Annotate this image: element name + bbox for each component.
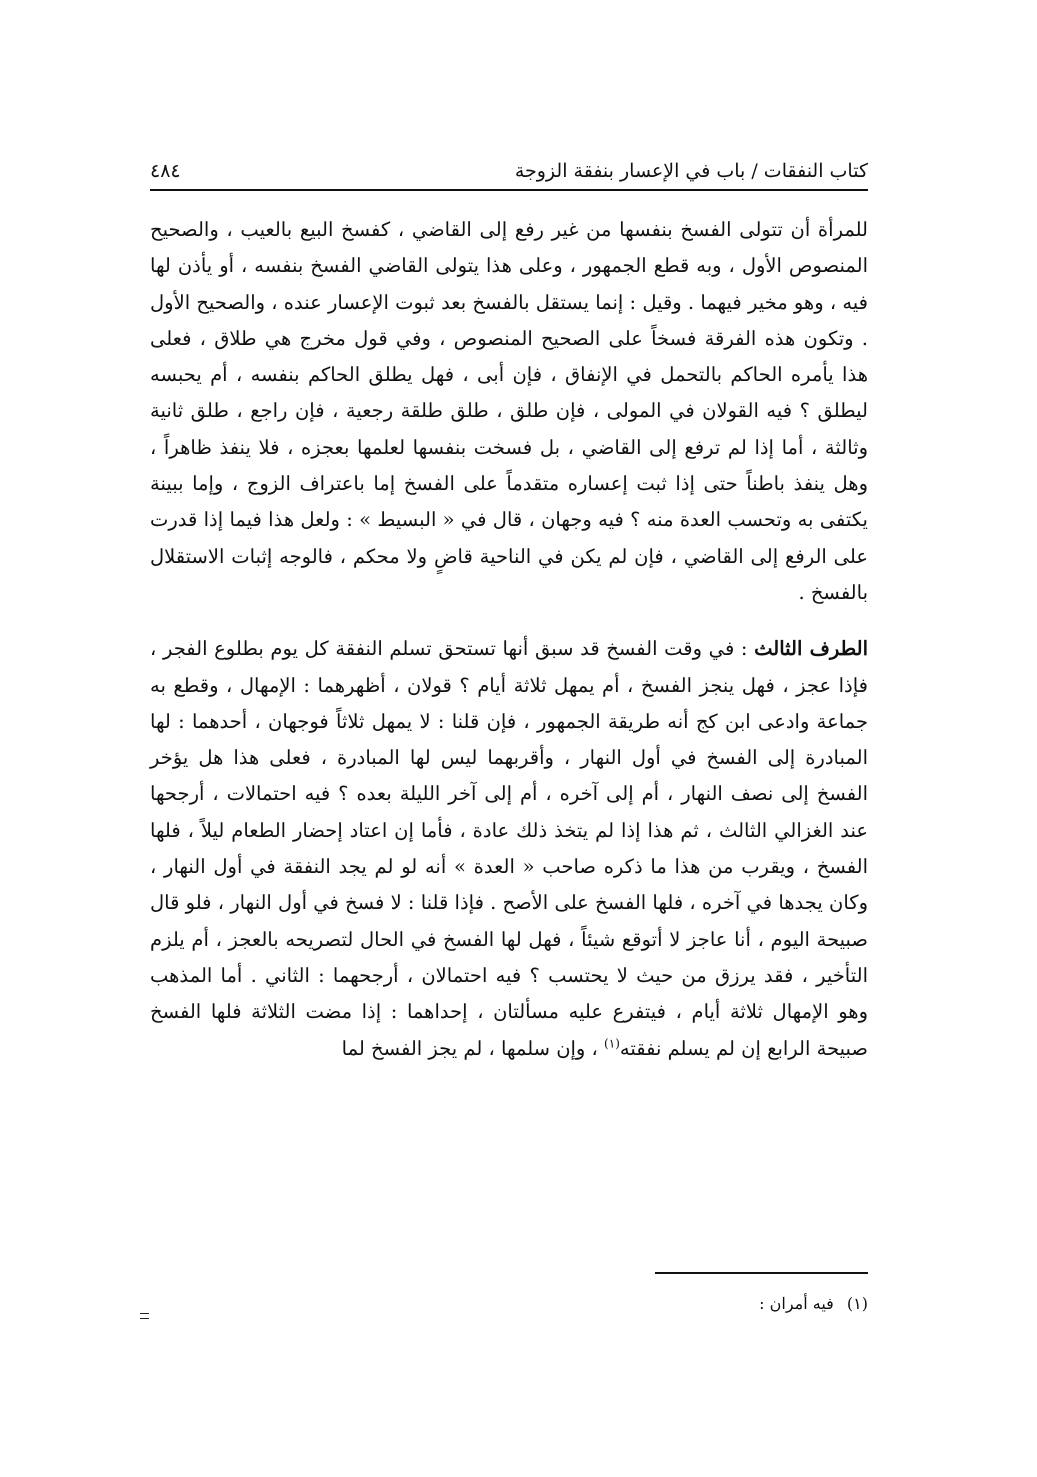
page-number: ٤٨٤: [150, 160, 181, 182]
footnote-reference[interactable]: (١): [604, 1036, 620, 1051]
paragraph-1: [150, 212, 868, 611]
header-rule: [150, 189, 868, 191]
page-corner-mark: [140, 1313, 149, 1319]
paragraph-2: [150, 631, 868, 1067]
body-text: [150, 212, 868, 1067]
footnote-mark: (١): [846, 1294, 868, 1313]
paragraph-text: للمرأة أن تتولى الفسخ بنفسها من غير رفع إلى القاضي ، كفسخ البيع بالعيب ، والصحيح المنصوص الأول ، وبه قطع الجمهور ، وعلى هذا يتولى القاضي الفسخ بنفسه ، أو يأذن لها فيه ، وهو مخير فيهما . وقيل : إنما يستقل بالفسخ بعد ثبوت الإعسار عنده ، والصحيح الأول . وتكون هذه الفرقة فسخاً على الصحيح المنصوص ، وفي قول مخرج هي طلاق ، فعلى هذا يأمره الحاكم بالتحمل في الإنفاق ، فإن أبى ، فهل يطلق الحاكم بنفسه ، أم يحبسه ليطلق ؟ فيه القولان في المولى ، فإن طلق ، طلق طلقة رجعية ، فإن راجع ، طلق ثانية وثالثة ، أما إذا لم ترفع إلى القاضي ، بل فسخت بنفسها لعلمها بعجزه ، فلا ينفذ ظاهراً ، وهل ينفذ باطناً حتى إذا ثبت إعساره متقدماً على الفسخ إما باعتراف الزوج ، وإما ببينة يكتفى به وتحسب العدة منه ؟ فيه وجهان ، قال في « البسيط » : ولعل هذا فيما إذا قدرت على الرفع إلى القاضي ، فإن لم يكن في الناحية قاضٍ ولا محكم ، فالوجه إثبات الاستقلال بالفسخ .: [150, 218, 868, 604]
paragraph-text-tail: ، وإن سلمها ، لم يجز الفسخ لما: [341, 1036, 605, 1060]
footnote: [150, 1292, 868, 1316]
footnote-text: فيه أمران :: [759, 1294, 834, 1313]
section-heading: الطرف الثالث: [754, 637, 868, 661]
running-title: كتاب النفقات / باب في الإعسار بنفقة الزوجة: [514, 160, 868, 182]
footnote-rule: [655, 1272, 868, 1274]
page-header: [150, 148, 868, 182]
paragraph-text: : في وقت الفسخ قد سبق أنها تستحق تسلم النفقة كل يوم بطلوع الفجر ، فإذا عجز ، فهل ينجز الفسخ ، أم يمهل ثلاثة أيام ؟ قولان ، أظهرهما : الإمهال ، وقطع به جماعة وادعى ابن كج أنه طريقة الجمهور ، فإن قلنا : لا يمهل ثلاثاً فوجهان ، أحدهما : لها المبادرة إلى الفسخ في أول النهار ، وأقربهما ليس لها المبادرة ، فعلى هذا هل يؤخر الفسخ إلى نصف النهار ، أم إلى آخره ، أم إلى آخر الليلة بعده ؟ فيه احتمالات ، أرجحها عند الغزالي الثالث ، ثم هذا إذا لم يتخذ ذلك عادة ، فأما إن اعتاد إحضار الطعام ليلاً ، فلها الفسخ ، ويقرب من هذا ما ذكره صاحب « العدة » أنه لو لم يجد النفقة في أول النهار ، وكان يجدها في آخره ، فلها الفسخ على الأصح . فإذا قلنا : لا فسخ في أول النهار ، فلو قال صبيحة اليوم ، أنا عاجز لا أتوقع شيئاً ، فهل لها الفسخ في الحال لتصريحه بالعجز ، أم يلزم التأخير ، فقد يرزق من حيث لا يحتسب ؟ فيه احتمالان ، أرجحهما : الثاني . أما المذهب وهو الإمهال ثلاثة أيام ، فيتفرع عليه مسألتان ، إحداهما : إذا مضت الثلاثة فلها الفسخ صبيحة الرابع إن لم يسلم نفقته: [150, 637, 868, 1060]
